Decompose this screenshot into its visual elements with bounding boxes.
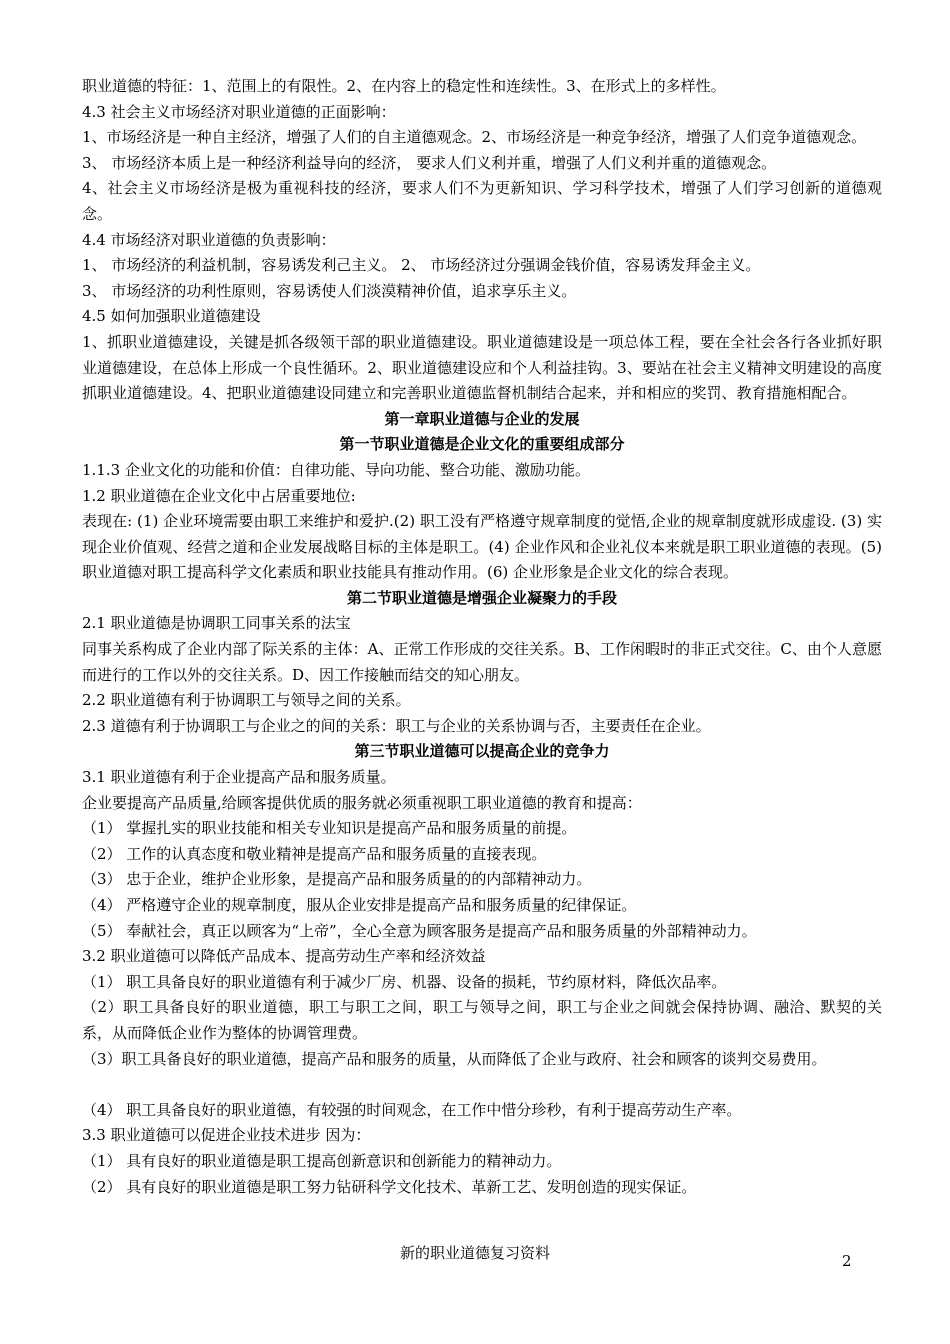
paragraph: 1、抓职业道德建设，关键是抓各级领干部的职业道德建设。职业道德建设是一项总体工程，要在全社会各行各业抓好职业道德建设，在总体上形成一个良性循环。2、职业道德建设应和个人利益挂钩。3、要站在社会主义精神文明建设的高度抓职业道德建设。4、把职业道德建设同建立和完善职业道德监督机制结合起来，并和相应的奖罚、教育措施相配合。 (82, 332, 882, 403)
paragraph: （1） 掌握扎实的职业技能和相关专业知识是提高产品和服务质量的前提。 (82, 819, 577, 838)
section-heading: 第三节职业道德可以提高企业的竞争力 (354, 742, 610, 761)
paragraph: 4.5 如何加强职业道德建设 (82, 307, 261, 326)
paragraph: 1、市场经济是一种自主经济，增强了人们的自主道德观念。2、市场经济是一种竞争经济，增强了人们竞争道德观念。 (82, 128, 867, 147)
paragraph: 4、社会主义市场经济是极为重视科技的经济，要求人们不为更新知识、学习科学技术，增强了人们学习创新的道德观念。 (82, 179, 882, 223)
paragraph: 3.2 职业道德可以降低产品成本、提高劳动生产率和经济效益 (82, 947, 486, 966)
paragraph: 3.1 职业道德有利于企业提高产品和服务质量。 (82, 768, 396, 787)
section-heading: 第二节职业道德是增强企业凝聚力的手段 (346, 588, 617, 607)
document-body (82, 74, 882, 1200)
paragraph: 3、 市场经济的功利性原则，容易诱使人们淡漠精神价值，追求享乐主义。 (82, 281, 577, 300)
paragraph: （2）职工具备良好的职业道德，职工与职工之间，职工与领导之间，职工与企业之间就会保持协调、融洽、默契的关系，从而降低企业作为整体的协调管理费。 (82, 998, 882, 1042)
paragraph: 表现在: (1) 企业环境需要由职工来维护和爱护.(2) 职工没有严格遵守规章制度的觉悟,企业的规章制度就形成虚设. (3) 实现企业价值观、经营之道和企业发展战略目标的主体是职工。(4) 企业作风和企业礼仪本来就是职工职业道德的表现。(5) 职业道德对职工提高科学文化素质和职业技能具有推动作用。(6) 企业形象是企业文化的综合表现。 (82, 512, 882, 582)
paragraph: 3.3 职业道德可以促进企业技术进步 因为： (82, 1126, 371, 1145)
paragraph: 1.2 职业道德在企业文化中占居重要地位: (82, 486, 356, 505)
blank-line (82, 1072, 882, 1098)
paragraph: 2.2 职业道德有利于协调职工与领导之间的关系。 (82, 691, 411, 710)
paragraph: 职业道德的特征：1、范围上的有限性。2、在内容上的稳定性和连续性。3、在形式上的多样性。 (82, 77, 726, 95)
paragraph: 2.1 职业道德是协调职工同事关系的法宝 (82, 614, 351, 633)
paragraph: （2） 工作的认真态度和敬业精神是提高产品和服务质量的直接表现。 (82, 844, 547, 863)
paragraph: （1） 职工具备良好的职业道德有利于减少厂房、机器、设备的损耗，节约原材料，降低次品率。 (82, 972, 727, 991)
paragraph: 同事关系构成了企业内部了际关系的主体：A、正常工作形成的交往关系。B、工作闲暇时的非正式交往。C、由个人意愿而进行的工作以外的交往关系。D、因工作接触而结交的知心朋友。 (82, 640, 882, 684)
paragraph: 2.3 道德有利于协调职工与企业之的间的关系：职工与企业的关系协调与否，主要责任在企业。 (82, 716, 711, 735)
paragraph: 4.4 市场经济对职业道德的负责影响： (82, 230, 336, 249)
paragraph: （2） 具有良好的职业道德是职工努力钻研科学文化技术、革新工艺、发明创造的现实保证。 (82, 1177, 697, 1196)
paragraph: 1.1.3 企业文化的功能和价值：自律功能、导向功能、整合功能、激励功能。 (82, 460, 590, 479)
paragraph: （3）职工具备良好的职业道德，提高产品和服务的质量，从而降低了企业与政府、社会和顾客的谈判交易费用。 (82, 1049, 827, 1068)
paragraph: 1、 市场经济的利益机制，容易诱发利己主义。 2、 市场经济过分强调金钱价值，容易诱发拜金主义。 (82, 256, 761, 275)
section-heading: 第一节职业道德是企业文化的重要组成部分 (339, 435, 625, 454)
paragraph: 4.3 社会主义市场经济对职业道德的正面影响： (82, 102, 396, 121)
paragraph: （4） 严格遵守企业的规章制度，服从企业安排是提高产品和服务质量的纪律保证。 (82, 896, 637, 914)
paragraph: （1） 具有良好的职业道德是职工提高创新意识和创新能力的精神动力。 (82, 1151, 562, 1170)
footer-title: 新的职业道德复习资料 (399, 1244, 550, 1262)
paragraph: 企业要提高产品质量,给顾客提供优质的服务就必须重视职工职业道德的教育和提高： (82, 793, 642, 812)
page-number: 2 (842, 1252, 852, 1270)
section-heading: 第一章职业道德与企业的发展 (384, 409, 580, 428)
paragraph: 3、 市场经济本质上是一种经济利益导向的经济， 要求人们义利并重，增强了人们义利并重的道德观念。 (82, 153, 777, 172)
paragraph: （3） 忠于企业，维护企业形象，是提高产品和服务质量的的内部精神动力。 (82, 870, 592, 889)
paragraph: （5） 奉献社会，真正以顾客为“上帝”，全心全意为顾客服务是提高产品和服务质量的外部精神动力。 (82, 921, 757, 940)
paragraph: （4） 职工具备良好的职业道德，有较强的时间观念，在工作中惜分珍秒，有利于提高劳动生产率。 (82, 1100, 742, 1119)
